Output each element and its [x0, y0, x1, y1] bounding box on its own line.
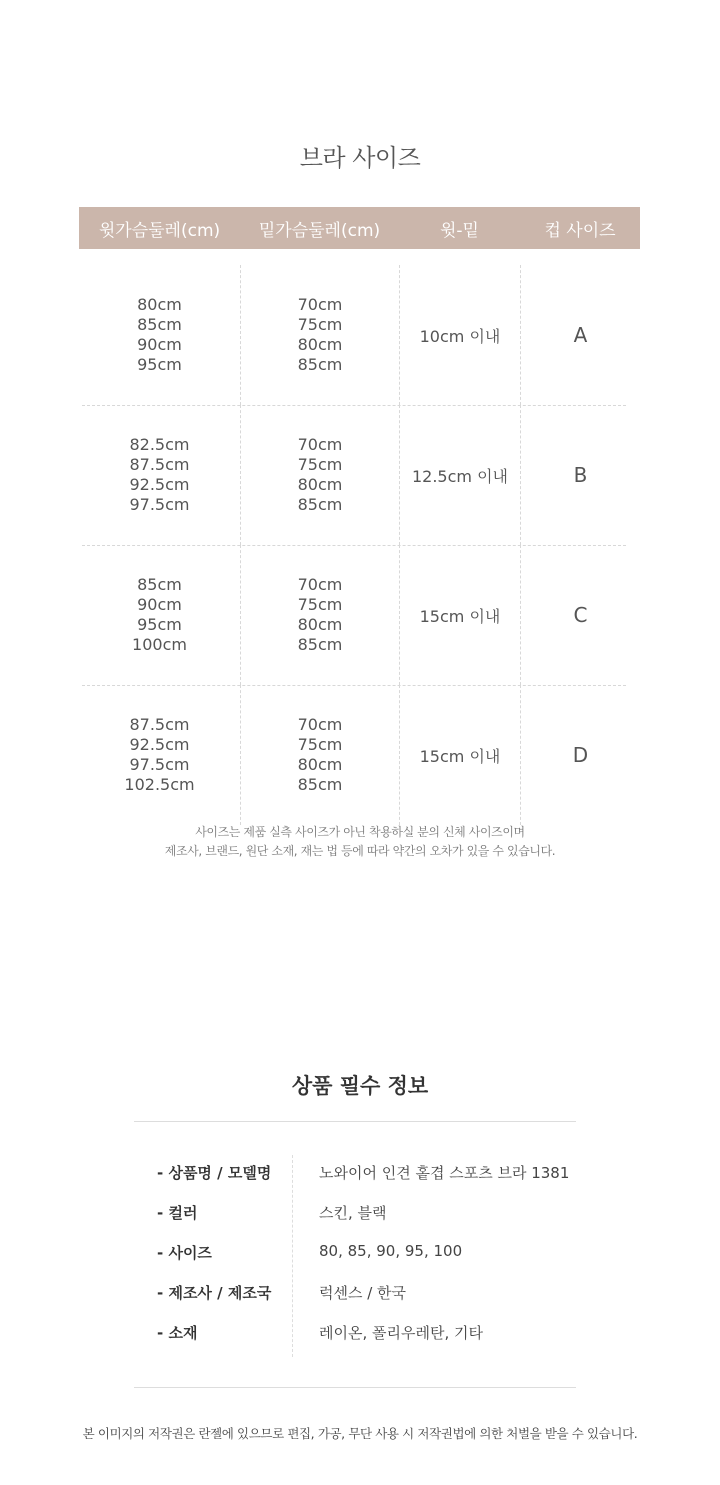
- table-row: [79, 685, 640, 825]
- under-value: 70cm: [297, 435, 343, 454]
- upper-chest-cell: [79, 545, 240, 685]
- difference-value: 15cm 이내: [419, 746, 501, 766]
- size-note: [0, 823, 720, 861]
- table-row: [79, 265, 640, 405]
- size-note-line: 제조사, 브랜드, 원단 소재, 재는 법 등에 따라 약간의 오차가 있을 수 있습니다.: [164, 844, 556, 858]
- under-value: 75cm: [297, 735, 343, 754]
- info-value: 스킨, 블랙: [319, 1204, 387, 1222]
- cup-value: B: [573, 463, 588, 487]
- info-row-size: [0, 1232, 720, 1272]
- info-section-title: 상품 필수 정보: [291, 1074, 429, 1098]
- cup-value: C: [573, 603, 588, 627]
- under-value: 85cm: [297, 355, 343, 374]
- under-value: 75cm: [297, 315, 343, 334]
- upper-chest-cell: [79, 685, 240, 825]
- header-upper-chest: 윗가슴둘레(cm): [98, 220, 221, 241]
- info-row-material: [0, 1312, 720, 1352]
- under-chest-cell: [240, 685, 399, 825]
- under-value: 70cm: [297, 575, 343, 594]
- under-value: 85cm: [297, 635, 343, 654]
- info-bottom-divider: [134, 1387, 576, 1388]
- header-difference: 윗-밑: [440, 220, 479, 241]
- upper-value: 82.5cm: [129, 435, 190, 454]
- upper-value: 85cm: [137, 315, 182, 334]
- upper-chest-cell: [79, 405, 240, 545]
- cup-cell: [520, 265, 640, 405]
- size-note-line: 사이즈는 제품 실측 사이즈가 아닌 착용하실 분의 신체 사이즈이며: [195, 825, 525, 839]
- difference-value: 12.5cm 이내: [411, 466, 508, 486]
- upper-value: 85cm: [137, 575, 182, 594]
- upper-value: 80cm: [137, 295, 182, 314]
- header-cup-size: 컵 사이즈: [544, 220, 616, 241]
- info-top-divider: [134, 1121, 576, 1122]
- info-value: 80, 85, 90, 95, 100: [319, 1242, 463, 1260]
- under-value: 80cm: [297, 615, 343, 634]
- cup-cell: [520, 405, 640, 545]
- info-label: - 제조사 / 제조국: [157, 1284, 272, 1302]
- cup-value: A: [573, 323, 588, 347]
- header-under-chest: 밑가슴둘레(cm): [258, 220, 381, 241]
- upper-value: 100cm: [132, 635, 187, 654]
- difference-value: 10cm 이내: [419, 326, 501, 346]
- cup-cell: [520, 685, 640, 825]
- upper-value: 95cm: [137, 355, 182, 374]
- cup-value: D: [572, 743, 589, 767]
- upper-value: 87.5cm: [129, 455, 190, 474]
- difference-cell: [399, 545, 520, 685]
- info-row-product-name: [0, 1152, 720, 1192]
- info-value: 럭센스 / 한국: [319, 1284, 407, 1302]
- bra-size-table: [79, 207, 640, 825]
- under-value: 70cm: [297, 715, 343, 734]
- under-value: 80cm: [297, 475, 343, 494]
- difference-cell: [399, 405, 520, 545]
- under-value: 75cm: [297, 595, 343, 614]
- size-table-header: [79, 207, 640, 249]
- cup-cell: [520, 545, 640, 685]
- upper-value: 97.5cm: [129, 495, 190, 514]
- table-row: [79, 405, 640, 545]
- info-label: - 상품명 / 모델명: [157, 1164, 272, 1182]
- upper-value: 92.5cm: [129, 475, 190, 494]
- info-row-color: [0, 1192, 720, 1232]
- info-row-manufacturer: [0, 1272, 720, 1312]
- product-info-list: [0, 1152, 720, 1352]
- under-value: 75cm: [297, 455, 343, 474]
- upper-value: 92.5cm: [129, 735, 190, 754]
- difference-cell: [399, 265, 520, 405]
- size-section-title: 브라 사이즈: [299, 144, 421, 172]
- difference-value: 15cm 이내: [419, 606, 501, 626]
- info-label: - 사이즈: [157, 1244, 212, 1262]
- upper-chest-cell: [79, 265, 240, 405]
- upper-value: 102.5cm: [124, 775, 195, 794]
- info-label: - 컬러: [157, 1204, 198, 1222]
- upper-value: 90cm: [137, 595, 182, 614]
- info-value: 노와이어 인견 홑겹 스포츠 브라 1381: [319, 1164, 570, 1182]
- upper-value: 97.5cm: [129, 755, 190, 774]
- under-chest-cell: [240, 545, 399, 685]
- under-value: 80cm: [297, 755, 343, 774]
- upper-value: 95cm: [137, 615, 182, 634]
- difference-cell: [399, 685, 520, 825]
- under-value: 80cm: [297, 335, 343, 354]
- under-chest-cell: [240, 405, 399, 545]
- under-value: 70cm: [297, 295, 343, 314]
- upper-value: 87.5cm: [129, 715, 190, 734]
- upper-value: 90cm: [137, 335, 182, 354]
- table-row: [79, 545, 640, 685]
- under-chest-cell: [240, 265, 399, 405]
- size-table-body: [79, 265, 640, 825]
- under-value: 85cm: [297, 495, 343, 514]
- copyright-notice: 본 이미지의 저작권은 란젤에 있으므로 편집, 가공, 무단 사용 시 저작권법에 의한 처벌을 받을 수 있습니다.: [82, 1426, 638, 1441]
- info-label: - 소재: [157, 1324, 198, 1342]
- info-value: 레이온, 폴리우레탄, 기타: [319, 1324, 483, 1342]
- under-value: 85cm: [297, 775, 343, 794]
